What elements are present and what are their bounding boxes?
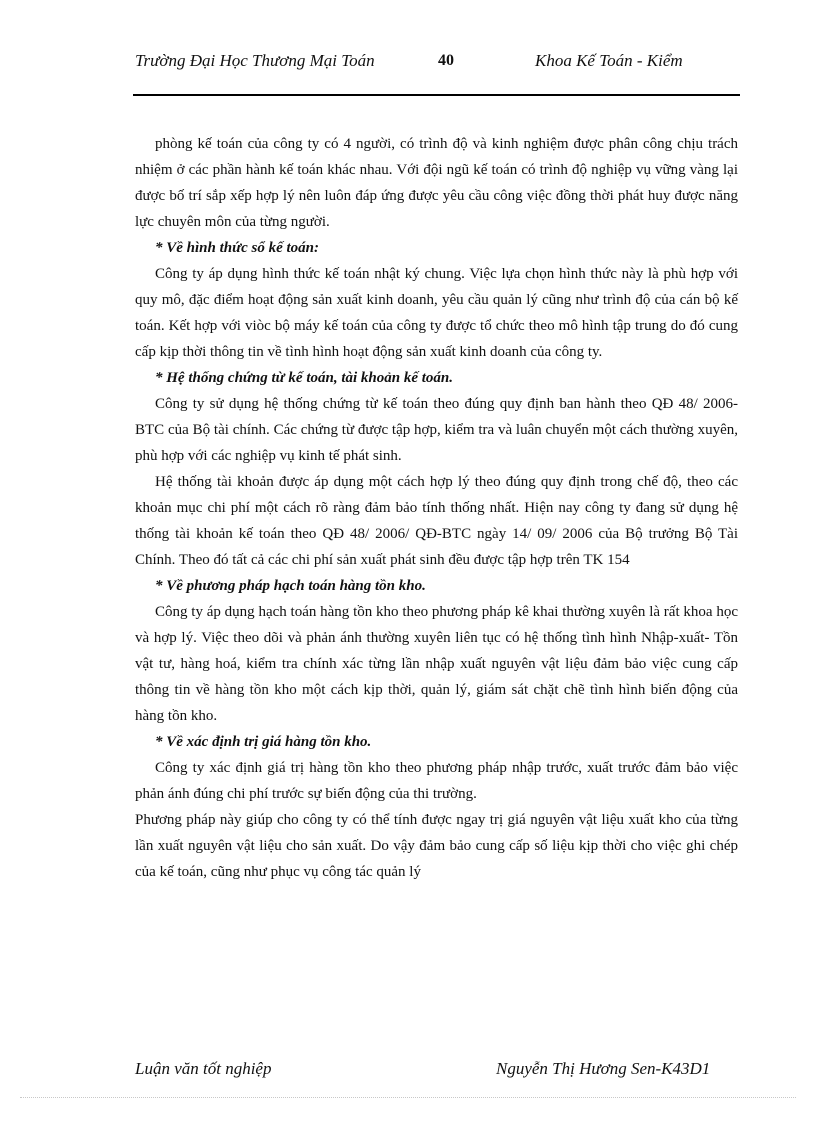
paragraph-inventory-method: Công ty áp dụng hạch toán hàng tồn kho theo phương pháp kê khai thường xuyên là rất khoa học và hợp lý. Việc theo dõi và phản ánh thường xuyên liên tục có hệ thống tình hình Nhập-xuất- Tồn vật tư, hàng hoá, kiểm tra chính xác từng lần nhập xuất nguyên vật liệu đảm bảo việc cung cấp thông tin về hàng tồn kho một cách kịp thời, quản lý, giám sát chặt chẽ tình hình biến động của hàng tồn kho. [135,604,738,724]
page-number: 40 [438,52,454,69]
heading-inventory-valuation: * Về xác định trị giá hàng tồn kho. [155,734,372,750]
paragraph-vouchers: Công ty sử dụng hệ thống chứng từ kế toán theo đúng quy định ban hành theo QĐ 48/ 2006-BTC của Bộ tài chính. Các chứng từ được tập hợp, kiểm tra và luân chuyển một cách thường xuyên, phù hợp với các nghiệp vụ kinh tế phát sinh. [135,396,738,464]
paragraph-method-benefit: Phương pháp này giúp cho công ty có thể tính được ngay trị giá nguyên vật liệu xuất kho của từng lần xuất nguyên vật liệu cho sản xuất. Do vậy đảm bảo cung cấp số liệu kịp thời cho việc ghi chép của kế toán, cũng như phục vụ công tác quản lý [135,812,738,880]
page-bottom-border [20,1097,796,1098]
heading-vouchers-accounts: * Hệ thống chứng từ kế toán, tài khoản kế toán. [155,370,454,386]
footer-thesis: Luận văn tốt nghiệp [135,1059,272,1078]
paragraph-inventory-valuation: Công ty xác định giá trị hàng tồn kho theo phương pháp nhập trước, xuất trước đảm bảo việc phản ánh đúng chi phí trước sự biến động của thi trường. [135,760,738,802]
header-divider [133,94,740,96]
document-body [135,131,738,885]
header-faculty: Khoa Kế Toán - Kiểm [535,51,683,70]
paragraph-accounts: Hệ thống tài khoản được áp dụng một cách hợp lý theo đúng quy định trong chế độ, theo các khoản mục chi phí một cách rõ ràng đảm bảo tính thống nhất. Hiện nay công ty đang sử dụng hệ thống tài khoản kế toán theo QĐ 48/ 2006/ QĐ-BTC ngày 14/ 09/ 2006 của Bộ trưởng Bộ Tài Chính. Theo đó tất cả các chi phí sản xuất phát sinh đều được tập hợp trên TK 154 [135,474,738,568]
header-school: Trường Đại Học Thương Mại Toán [135,51,375,70]
footer-author: Nguyễn Thị Hương Sen-K43D1 [496,1059,711,1078]
paragraph-staff: phòng kế toán của công ty có 4 người, có trình độ và kinh nghiệm được phân công chịu trách nhiệm ở các phần hành kế toán khác nhau. Với đội ngũ kế toán có trình độ nghiệp vụ vững vàng lại được bố trí sắp xếp hợp lý nên luôn đáp ứng được yêu cầu công việc đồng thời phát huy được năng lực chuyên môn của từng người. [135,136,738,230]
heading-bookkeeping-form: * Về hình thức sổ kế toán: [155,240,320,256]
heading-inventory-method: * Về phương pháp hạch toán hàng tồn kho. [155,578,426,594]
paragraph-bookkeeping-form: Công ty áp dụng hình thức kế toán nhật ký chung. Việc lựa chọn hình thức này là phù hợp với quy mô, đặc điểm hoạt động sản xuất kinh doanh, yêu cầu quản lý cũng như trình độ của cán bộ kế toán. Kết hợp với viòc bộ máy kế toán của công ty được tổ chức theo mô hình tập trung do đó cung cấp kịp thời thông tin về tình hình hoạt động sản xuất kinh doanh của công ty. [135,266,738,360]
